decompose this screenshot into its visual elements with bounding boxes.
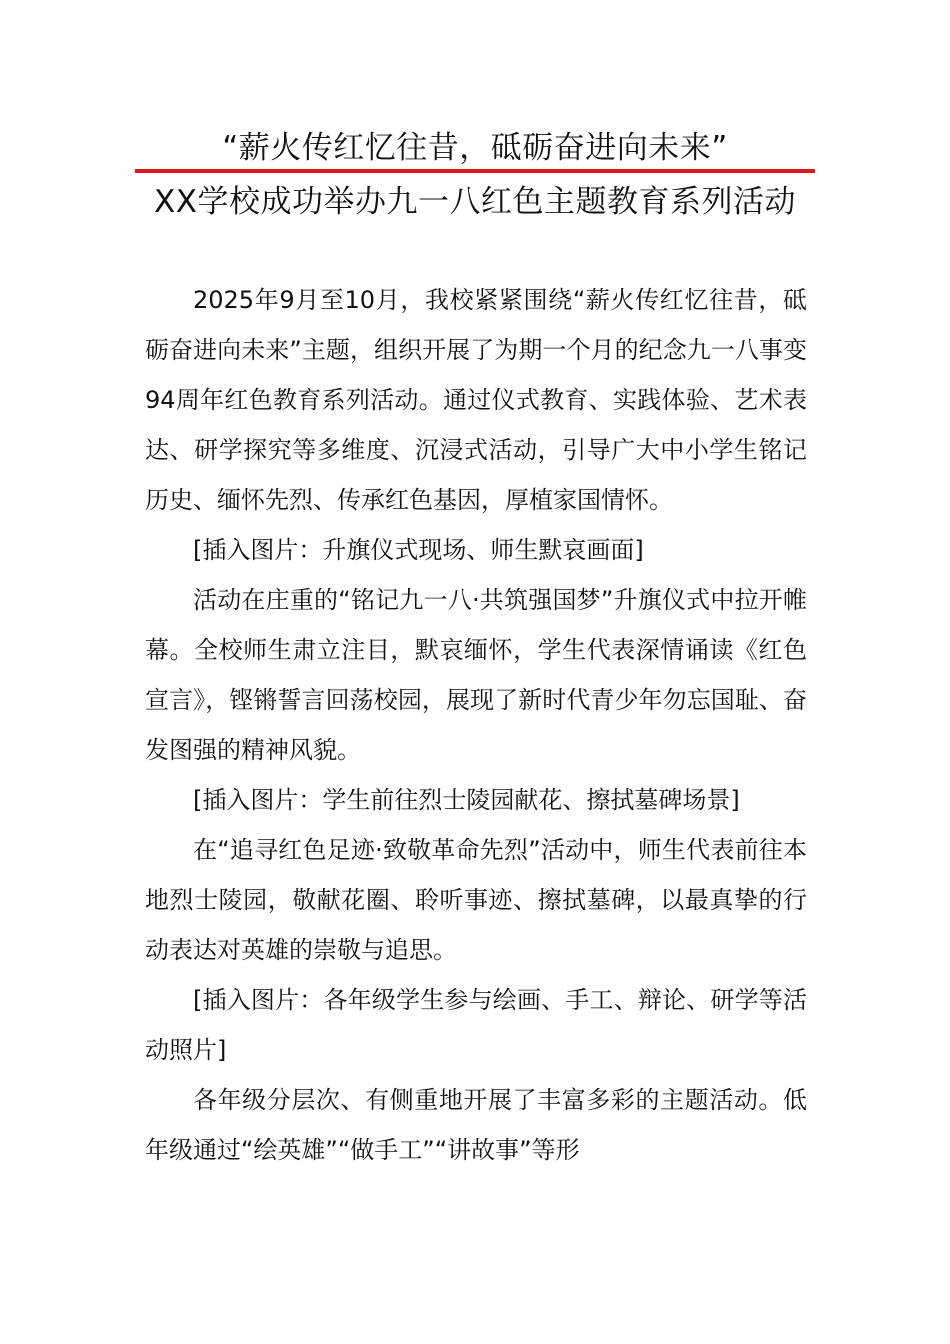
body-paragraph-intro: 2025年9月至10月，我校紧紧围绕“薪火传红忆往昔，砥砺奋进向未来”主题，组织开展了为期一个月的纪念九一八事变94周年红色教育系列活动。通过仪式教育、实践体验、艺术表达、研学探究等多维度、沉浸式活动，引导广大中小学生铭记历史、缅怀先烈、传承红色基因，厚植家国情怀。 bbox=[145, 286, 807, 514]
body-paragraph-flag-ceremony: 活动在庄重的“铭记九一八·共筑强国梦”升旗仪式中拉开帷幕。全校师生肃立注目，默哀缅怀，学生代表深情诵读《红色宣言》，铿锵誓言回荡校园，展现了新时代青少年勿忘国耻、奋发图强的精神风貌。 bbox=[145, 586, 807, 764]
image-placeholder-cemetery-visit: [插入图片：学生前往烈士陵园献花、擦拭墓碑场景] bbox=[193, 786, 740, 814]
body-paragraph-cemetery-visit: 在“追寻红色足迹·致敬革命先烈”活动中，师生代表前往本地烈士陵园，敬献花圈、聆听事迹、擦拭墓碑，以最真挚的行动表达对英雄的崇敬与追思。 bbox=[145, 836, 807, 964]
title-divider-red-line bbox=[135, 169, 815, 173]
image-placeholder-grade-activities: [插入图片：各年级学生参与绘画、手工、辩论、研学等活动照片] bbox=[145, 986, 807, 1064]
document-title-line-1: “薪火传红忆往昔，砥砺奋进向未来” bbox=[222, 130, 728, 166]
image-placeholder-flag-ceremony: [插入图片：升旗仪式现场、师生默哀画面] bbox=[193, 536, 644, 564]
document-body bbox=[145, 275, 807, 1175]
body-paragraph-grade-activities: 各年级分层次、有侧重地开展了丰富多彩的主题活动。低年级通过“绘英雄”“做手工”“讲故事”等形 bbox=[145, 1086, 807, 1164]
document-title-line-2: XX学校成功举办九一八红色主题教育系列活动 bbox=[154, 184, 796, 220]
